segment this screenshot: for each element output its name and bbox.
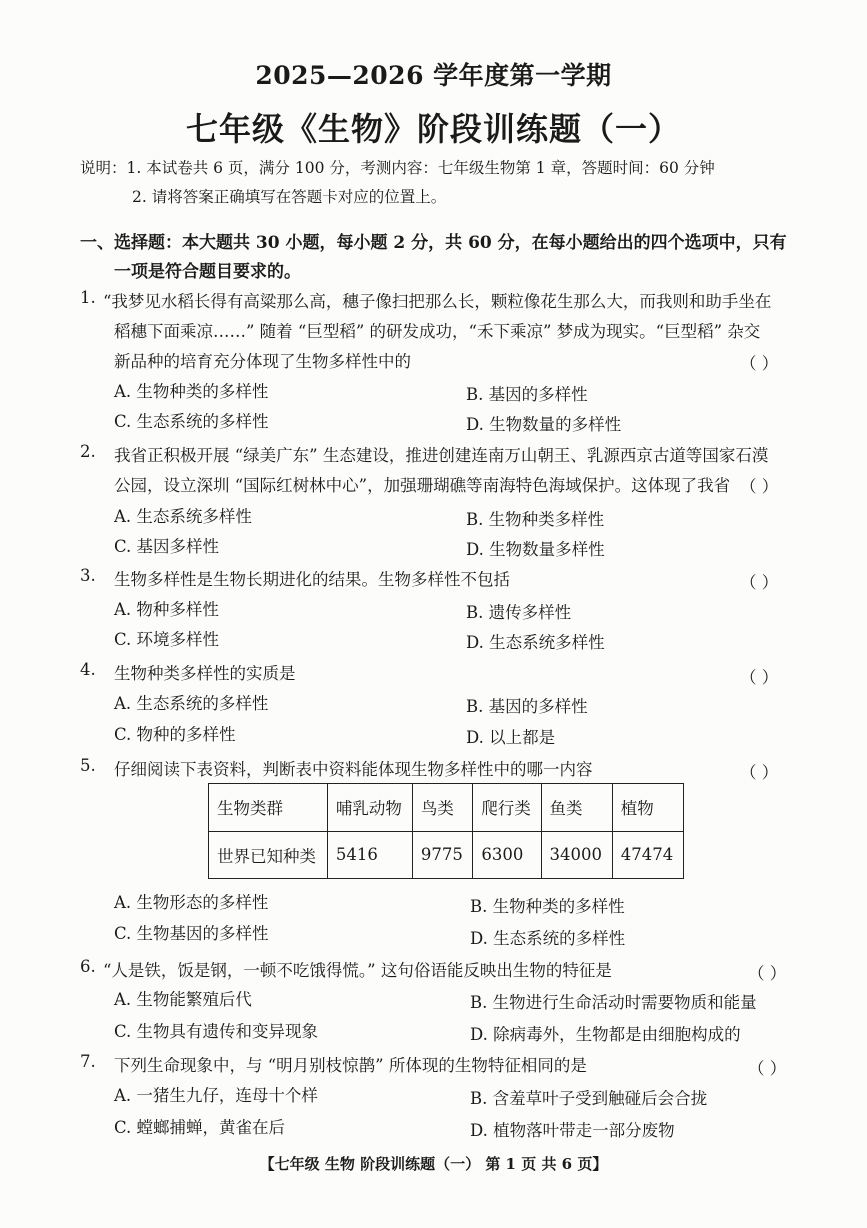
question-text: “我梦见水稻长得有高粱那么高，穗子像扫把那么长，颗粒像花生那么大，而我则和助手坐在 [103, 292, 772, 311]
option-a: A. 生物能繁殖后代 [114, 990, 252, 1009]
question-text: 公园，设立深圳 “国际红树林中心”，加强珊瑚礁等南海特色海域保护。这体现了我省 [114, 476, 731, 495]
instruction-1: 说明：1. 本试卷共 6 页，满分 100 分，考测内容：七年级生物第 1 章，答题时间：60 分钟 [80, 159, 715, 177]
question-number: 5. [80, 756, 96, 775]
option-d: D. 生物数量的多样性 [466, 415, 622, 434]
table-header-cell: 爬行类 [473, 784, 541, 832]
question-number: 7. [80, 1052, 96, 1071]
table-header-cell: 植物 [612, 784, 683, 832]
table-row [209, 831, 684, 879]
section-heading: 一、选择题：本大题共 30 小题，每小题 2 分，共 60 分，在每小题给出的四个选项中，只有 [80, 233, 787, 253]
option-a: A. 物种多样性 [114, 600, 219, 619]
option-b: B. 含羞草叶子受到触碰后会合拢 [470, 1089, 708, 1108]
answer-blank: （ ） [740, 477, 779, 496]
table-header-cell: 鸟类 [412, 784, 472, 832]
option-a: A. 生物形态的多样性 [114, 893, 269, 912]
table-cell: 9775 [412, 831, 472, 879]
option-d: D. 以上都是 [466, 728, 556, 747]
question-text: 我省正积极开展 “绿美广东” 生态建设，推进创建连南万山朝王、乳源西京古道等国家石漠 [114, 446, 769, 465]
answer-blank: （ ） [748, 964, 787, 983]
table-header-cell: 鱼类 [541, 784, 612, 832]
exam-term-title: 2025—2026 学年度第一学期 [255, 61, 612, 90]
question-text: “人是铁，饭是钢，一顿不吃饿得慌。” 这句俗语能反映出生物的特征是 [103, 961, 612, 980]
question-text: 新品种的培育充分体现了生物多样性中的 [114, 352, 411, 371]
option-b: B. 基因的多样性 [466, 697, 588, 716]
question-number: 2. [80, 442, 96, 461]
table-header-cell: 哺乳动物 [327, 784, 412, 832]
answer-blank: （ ） [740, 763, 779, 782]
option-c: C. 生物具有遗传和变异现象 [114, 1022, 319, 1041]
option-c: C. 生态系统的多样性 [114, 412, 269, 431]
option-c: C. 生物基因的多样性 [114, 924, 269, 943]
option-a: A. 生态系统多样性 [114, 507, 252, 526]
question-number: 3. [80, 566, 96, 585]
answer-blank: （ ） [740, 668, 779, 687]
question-number: 6. [80, 957, 96, 976]
option-d: D. 植物落叶带走一部分废物 [470, 1121, 675, 1140]
answer-blank: （ ） [740, 573, 779, 592]
question-number: 1. [80, 288, 96, 307]
option-c: C. 物种的多样性 [114, 725, 236, 744]
answer-blank: （ ） [748, 1059, 787, 1078]
question-number: 4. [80, 660, 96, 679]
option-b: B. 生物种类的多样性 [470, 897, 625, 916]
option-b: B. 生物种类多样性 [466, 510, 605, 529]
option-b: B. 生物进行生命活动时需要物质和能量 [470, 993, 757, 1012]
option-d: D. 生态系统的多样性 [470, 929, 626, 948]
option-d: D. 除病毒外，生物都是由细胞构成的 [470, 1025, 741, 1044]
table-header-row [209, 784, 684, 832]
table-cell: 世界已知种类 [209, 831, 328, 879]
table-cell: 34000 [541, 831, 612, 879]
option-a: A. 生态系统的多样性 [114, 694, 269, 713]
option-a: A. 一猪生九仔，连母十个样 [114, 1086, 318, 1105]
table-cell: 47474 [612, 831, 683, 879]
question-text: 生物多样性是生物长期进化的结果。生物多样性不包括 [114, 570, 510, 589]
question-text: 生物种类多样性的实质是 [114, 664, 296, 683]
option-b: B. 基因的多样性 [466, 385, 588, 404]
option-c: C. 基因多样性 [114, 537, 220, 556]
option-a: A. 生物种类的多样性 [114, 382, 269, 401]
table-cell: 5416 [327, 831, 412, 879]
exam-title: 七年级《生物》阶段训练题（一） [185, 110, 681, 148]
option-b: B. 遗传多样性 [466, 603, 572, 622]
option-c: C. 螳螂捕蝉，黄雀在后 [114, 1118, 286, 1137]
question-text: 仔细阅读下表资料，判断表中资料能体现生物多样性中的哪一内容 [114, 760, 593, 779]
section-heading-cont: 一项是符合题目要求的。 [114, 262, 301, 282]
question-text: 稻穗下面乘凉……” 随着 “巨型稻” 的研发成功，“禾下乘凉” 梦成为现实。“巨型稻” 杂交 [114, 322, 761, 341]
page-footer: 【七年级 生物 阶段训练题（一） 第 1 页 共 6 页】 [259, 1155, 608, 1173]
answer-blank: （ ） [740, 354, 779, 373]
table-cell: 6300 [473, 831, 541, 879]
option-d: D. 生态系统多样性 [466, 633, 605, 652]
question-text: 下列生命现象中，与 “明月别枝惊鹊” 所体现的生物特征相同的是 [114, 1056, 587, 1075]
option-d: D. 生物数量多样性 [466, 540, 605, 559]
table-header-cell: 生物类群 [209, 784, 328, 832]
instruction-2: 2. 请将答案正确填写在答题卡对应的位置上。 [132, 188, 447, 206]
species-table [208, 783, 684, 879]
option-c: C. 环境多样性 [114, 630, 220, 649]
